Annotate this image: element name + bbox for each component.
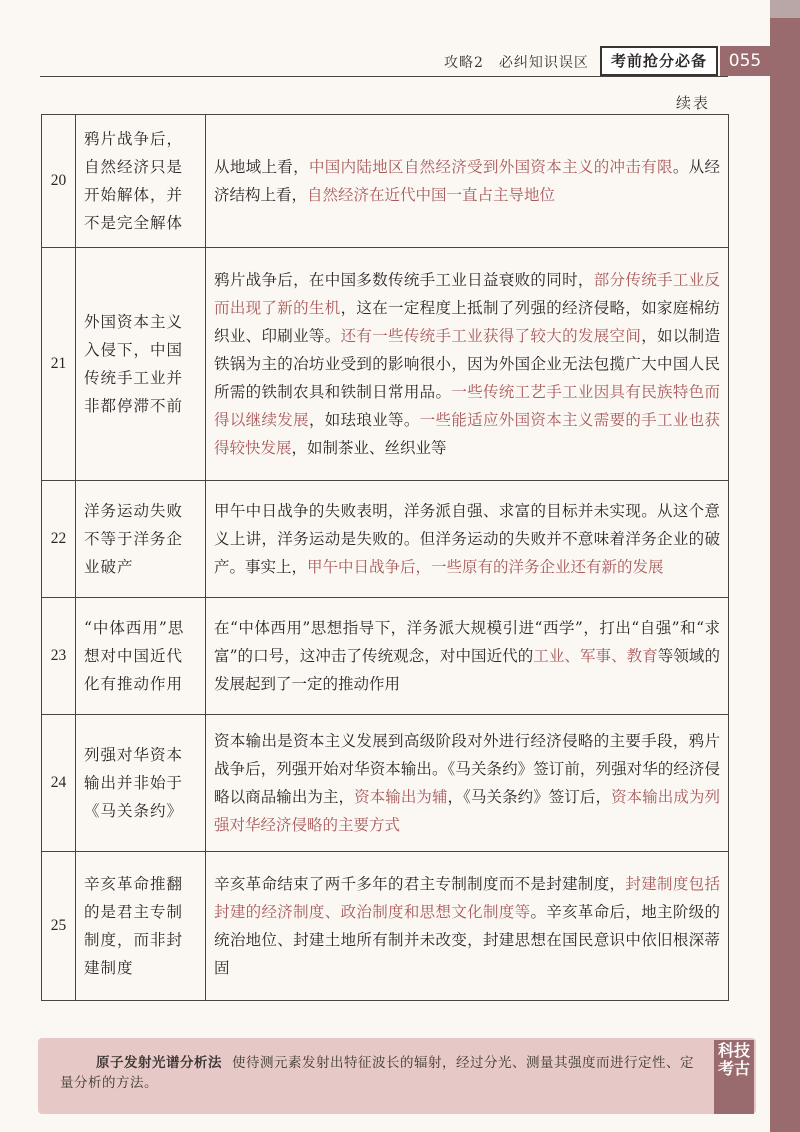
row-topic: “中体西用”思想对中国近代化有推动作用 <box>76 598 206 715</box>
table-row <box>42 248 729 481</box>
footer-term: 原子发射光谱分析法 <box>96 1055 222 1071</box>
table-row <box>42 715 729 852</box>
highlighted-text: 工业、军事、教育 <box>533 647 658 665</box>
row-number: 20 <box>42 115 76 248</box>
highlighted-text: 资本输出成为列强对华经济侵略的主要方式 <box>214 788 720 834</box>
row-description <box>206 598 729 715</box>
table-row <box>42 852 729 1001</box>
row-topic: 洋务运动失败不等于洋务企业破产 <box>76 481 206 598</box>
section-title: 攻略2 必纠知识误区 <box>444 55 589 71</box>
description-text: ，如制茶业、丝织业等 <box>291 439 447 457</box>
highlighted-text: 中国内陆地区自然经济受到外国资本主义的冲击有限 <box>308 158 673 176</box>
highlighted-text: 资本输出为辅 <box>354 788 448 806</box>
description-text: ，如珐琅业等。 <box>308 411 420 429</box>
description-text: ，《马关条约》签订后， <box>447 788 612 806</box>
highlighted-text: 还有一些传统手工业获得了较大的发展空间 <box>340 327 642 345</box>
row-description <box>206 115 729 248</box>
row-topic: 鸦片战争后，自然经济只是开始解体，并不是完全解体 <box>76 115 206 248</box>
table-row <box>42 481 729 598</box>
row-number: 21 <box>42 248 76 481</box>
highlighted-text: 部分传统手工业反而出现了新的生机 <box>214 271 720 317</box>
row-number: 24 <box>42 715 76 852</box>
description-text: 。辛亥革命后，地主阶级的统治地位、封建土地所有制并未改变，封建思想在国民意识中依旧根深蒂固 <box>214 903 720 977</box>
footer-tag: 科技考古 <box>714 1040 754 1114</box>
table-row <box>42 115 729 248</box>
row-topic: 辛亥革命推翻的是君主专制制度，而非封建制度 <box>76 852 206 1001</box>
description-text: ，如以制造铁锅为主的冶坊业受到的影响很小，因为外国企业无法包揽广大中国人民所需的铁制农具和铁制日常用品。 <box>214 327 720 401</box>
misconception-table <box>41 114 729 1001</box>
continued-label: 续表 <box>676 94 711 112</box>
description-text: 在“中体西用”思想指导下，洋务派大规模引进“西学”，打出“自强”和“求富”的口号，这冲击了传统观念，对中国近代的 <box>214 619 720 665</box>
page-number: 055 <box>720 46 770 76</box>
header-badge: 考前抢分必备 <box>600 46 718 76</box>
footer-definition: 使待测元素发射出特征波长的辐射，经过分光、测量其强度而进行定性、定量分析的方法。 <box>60 1055 694 1091</box>
side-color-strip <box>770 0 800 1132</box>
row-description <box>206 852 729 1001</box>
row-number: 22 <box>42 481 76 598</box>
description-text: 等领域的发展起到了一定的推动作用 <box>214 647 720 693</box>
description-text: 。从经济结构上看， <box>214 158 720 204</box>
highlighted-text: 一些能适应外国资本主义需要的手工业也获得较快发展 <box>214 411 720 457</box>
footer-note <box>60 1053 700 1093</box>
table-row <box>42 598 729 715</box>
row-description <box>206 715 729 852</box>
description-text: 资本输出是资本主义发展到高级阶段对外进行经济侵略的主要手段，鸦片战争后，列强开始对华资本输出。《马关条约》签订前，列强对华的经济侵略以商品输出为主， <box>214 732 720 806</box>
highlighted-text: 一些传统工艺手工业因具有民族特色而得以继续发展 <box>214 383 720 429</box>
description-text: 鸦片战争后，在中国多数传统手工业日益衰败的同时， <box>214 271 594 289</box>
description-text: ，这在一定程度上抵制了列强的经济侵略，如家庭棉纺织业、印刷业等。 <box>214 299 720 345</box>
header-rule <box>40 76 728 77</box>
row-description <box>206 248 729 481</box>
highlighted-text: 自然经济在近代中国一直占主导地位 <box>307 186 556 204</box>
highlighted-text: 甲午中日战争后，一些原有的洋务企业还有新的发展 <box>307 558 664 576</box>
description-text: 甲午中日战争的失败表明，洋务派自强、求富的目标并未实现。从这个意义上讲，洋务运动是失败的。但洋务运动的失败并不意味着洋务企业的破产。事实上， <box>214 502 720 576</box>
row-description <box>206 481 729 598</box>
row-topic: 外国资本主义入侵下，中国传统手工业并非都停滞不前 <box>76 248 206 481</box>
highlighted-text: 封建制度包括封建的经济制度、政治制度和思想文化制度等 <box>214 875 720 921</box>
description-text: 从地域上看， <box>214 158 309 176</box>
row-number: 23 <box>42 598 76 715</box>
row-topic: 列强对华资本输出并非始于《马关条约》 <box>76 715 206 852</box>
description-text: 辛亥革命结束了两千多年的君主专制制度而不是封建制度， <box>214 875 626 893</box>
row-number: 25 <box>42 852 76 1001</box>
page-header <box>0 44 770 84</box>
